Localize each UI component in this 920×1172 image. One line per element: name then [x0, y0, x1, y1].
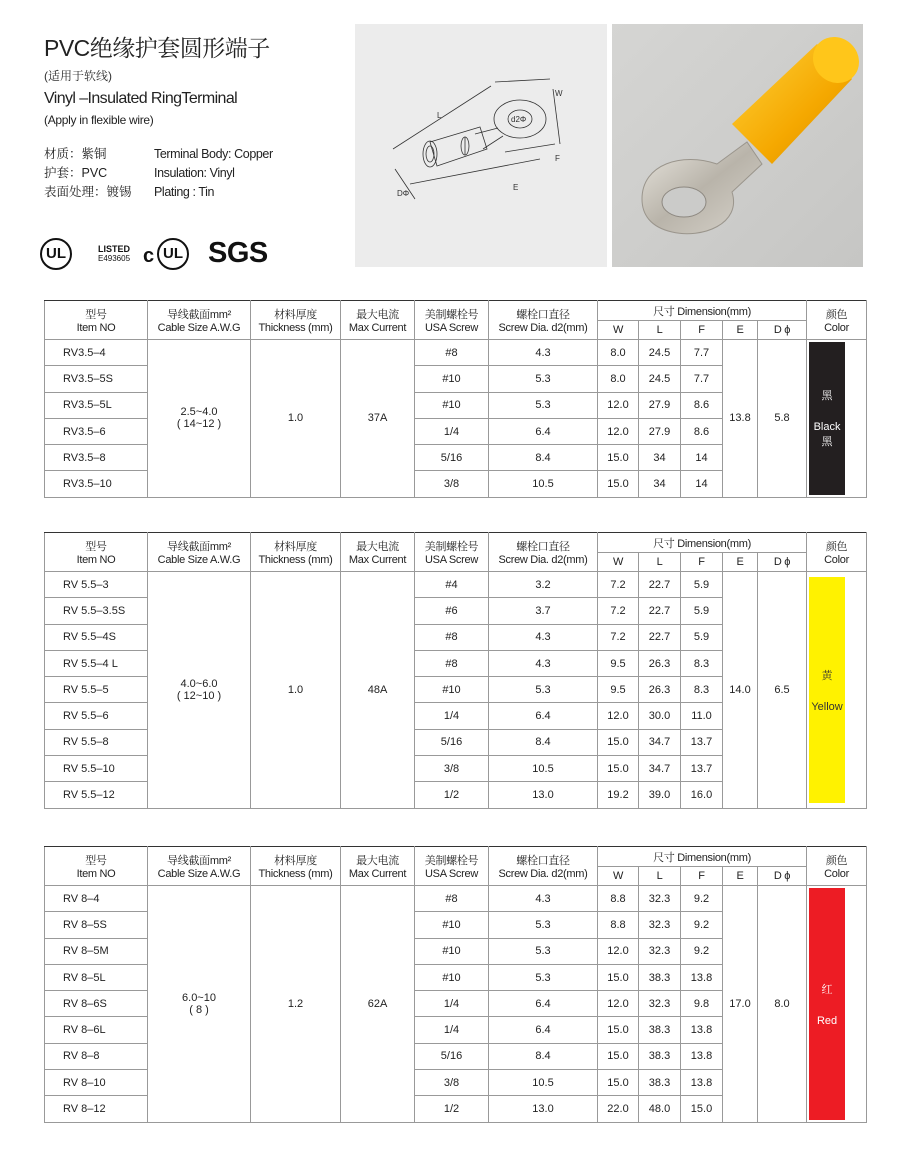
- header-cable: 导线截面mm² Cable Size A.W.G: [148, 533, 251, 572]
- cell-w: 7.2: [598, 572, 639, 598]
- header-l: L: [639, 867, 681, 886]
- cell-f: 5.9: [681, 598, 723, 624]
- header-screw: 美制螺栓号 USA Screw: [415, 533, 489, 572]
- header-f: F: [681, 553, 723, 572]
- header-dia: 螺栓口直径 Screw Dia. d2(mm): [489, 301, 598, 340]
- cell-screw: #10: [415, 964, 489, 990]
- title-en: Vinyl –Insulated RingTerminal: [44, 90, 238, 107]
- header-f: F: [681, 867, 723, 886]
- label-l: L: [437, 111, 442, 120]
- cell-dia: 6.4: [489, 991, 598, 1017]
- header-row: [45, 301, 867, 321]
- cell-model: RV 5.5–3.5S: [45, 598, 148, 624]
- cell-dia: 10.5: [489, 756, 598, 782]
- header-w: W: [598, 553, 639, 572]
- header-dimension: 尺寸 Dimension(mm): [598, 847, 807, 867]
- cell-dia: 8.4: [489, 729, 598, 755]
- header-screw: 美制螺栓号 USA Screw: [415, 847, 489, 886]
- cell-l: 39.0: [639, 782, 681, 808]
- spec-cn: 表面处理：镀锡: [44, 185, 132, 199]
- cell-w: 15.0: [598, 445, 639, 471]
- header-current: 最大电流 Max Current: [341, 847, 415, 886]
- certification-logos: [40, 234, 320, 274]
- cell-model: RV 8–10: [45, 1070, 148, 1096]
- cell-dia: 5.3: [489, 677, 598, 703]
- spec-table-rv35: [44, 300, 867, 498]
- cell-l: 26.3: [639, 677, 681, 703]
- cell-f: 5.9: [681, 624, 723, 650]
- header-dia: 螺栓口直径 Screw Dia. d2(mm): [489, 533, 598, 572]
- cell-dia: 6.4: [489, 1017, 598, 1043]
- cell-screw: 5/16: [415, 445, 489, 471]
- cell-f: 13.7: [681, 729, 723, 755]
- cell-w: 8.0: [598, 340, 639, 366]
- cell-model: RV3.5–5L: [45, 392, 148, 418]
- header-model: 型号 Item NO: [45, 533, 148, 572]
- header-row: [45, 847, 867, 867]
- cell-f: 11.0: [681, 703, 723, 729]
- cell-l: 38.3: [639, 1043, 681, 1069]
- spec-row: [44, 145, 344, 164]
- cell-color: [807, 572, 867, 809]
- cell-w: 15.0: [598, 471, 639, 497]
- cell-w: 15.0: [598, 756, 639, 782]
- cell-l: 26.3: [639, 650, 681, 676]
- cell-screw: #10: [415, 366, 489, 392]
- header-d: D ϕ: [758, 867, 807, 886]
- cell-w: 8.8: [598, 912, 639, 938]
- cell-model: RV3.5–6: [45, 418, 148, 444]
- cell-current: 37A: [341, 340, 415, 498]
- cell-l: 27.9: [639, 392, 681, 418]
- product-header: [44, 30, 344, 202]
- ul-logo: UL: [40, 238, 72, 270]
- cell-w: 19.2: [598, 782, 639, 808]
- cell-f: 8.6: [681, 418, 723, 444]
- cell-l: 22.7: [639, 598, 681, 624]
- cell-w: 7.2: [598, 598, 639, 624]
- header-thickness: 材料厚度 Thickness (mm): [251, 301, 341, 340]
- cell-f: 8.3: [681, 677, 723, 703]
- color-swatch-red: [809, 888, 845, 1120]
- ring-terminal-photo: [612, 24, 863, 267]
- cell-screw: #6: [415, 598, 489, 624]
- header-d: D ϕ: [758, 321, 807, 340]
- listed-text: LISTED: [98, 244, 131, 254]
- cell-f: 7.7: [681, 366, 723, 392]
- header-color: 颜色 Color: [807, 533, 867, 572]
- cell-screw: 3/8: [415, 471, 489, 497]
- cell-screw: #8: [415, 340, 489, 366]
- cell-l: 34: [639, 445, 681, 471]
- spec-row: [44, 183, 344, 202]
- cell-model: RV3.5–4: [45, 340, 148, 366]
- header-l: L: [639, 553, 681, 572]
- cell-f: 8.3: [681, 650, 723, 676]
- header-dimension: 尺寸 Dimension(mm): [598, 533, 807, 553]
- header-screw: 美制螺栓号 USA Screw: [415, 301, 489, 340]
- header-l: L: [639, 321, 681, 340]
- cell-dia: 5.3: [489, 366, 598, 392]
- header-row: [45, 533, 867, 553]
- cell-screw: 1/4: [415, 418, 489, 444]
- spec-table-rv8: [44, 846, 867, 1123]
- cell-w: 15.0: [598, 1017, 639, 1043]
- color-name-en: Red: [816, 1014, 838, 1027]
- cell-model: RV 5.5–10: [45, 756, 148, 782]
- cell-dia: 4.3: [489, 624, 598, 650]
- cell-l: 34.7: [639, 729, 681, 755]
- cell-f: 7.7: [681, 340, 723, 366]
- table-row: [45, 886, 867, 912]
- header-model: 型号 Item NO: [45, 301, 148, 340]
- cell-dia: 3.2: [489, 572, 598, 598]
- cell-f: 9.2: [681, 886, 723, 912]
- cell-e: 17.0: [723, 886, 758, 1123]
- cell-f: 5.9: [681, 572, 723, 598]
- spec-en: Plating : Tin: [154, 185, 215, 199]
- cell-w: 9.5: [598, 677, 639, 703]
- cell-model: RV 8–5M: [45, 938, 148, 964]
- cell-dia: 5.3: [489, 912, 598, 938]
- cell-model: RV 8–6L: [45, 1017, 148, 1043]
- cell-f: 16.0: [681, 782, 723, 808]
- cell-screw: 1/4: [415, 991, 489, 1017]
- cell-l: 22.7: [639, 624, 681, 650]
- cell-dia: 10.5: [489, 1070, 598, 1096]
- cell-dia: 13.0: [489, 782, 598, 808]
- cell-thickness: 1.0: [251, 340, 341, 498]
- cell-l: 32.3: [639, 991, 681, 1017]
- cell-l: 38.3: [639, 1070, 681, 1096]
- cell-model: RV 8–4: [45, 886, 148, 912]
- material-specs: [44, 145, 344, 202]
- cell-f: 9.8: [681, 991, 723, 1017]
- cell-l: 32.3: [639, 912, 681, 938]
- cell-dia: 4.3: [489, 650, 598, 676]
- cell-screw: 1/4: [415, 703, 489, 729]
- spec-cn: 材质：紫铜: [44, 147, 107, 161]
- label-w: W: [555, 89, 563, 98]
- cell-dia: 4.3: [489, 340, 598, 366]
- cell-f: 13.8: [681, 1017, 723, 1043]
- cell-w: 8.0: [598, 366, 639, 392]
- cell-dia: 5.3: [489, 938, 598, 964]
- cell-w: 15.0: [598, 729, 639, 755]
- label-d2: d2Φ: [511, 115, 527, 124]
- cell-f: 13.8: [681, 1070, 723, 1096]
- color-swatch-yellow: [809, 577, 845, 803]
- cell-f: 13.8: [681, 1043, 723, 1069]
- cell-dia: 10.5: [489, 471, 598, 497]
- cell-w: 15.0: [598, 964, 639, 990]
- cell-dia: 4.3: [489, 886, 598, 912]
- cell-l: 38.3: [639, 964, 681, 990]
- cell-screw: 5/16: [415, 729, 489, 755]
- technical-drawing: [355, 24, 607, 267]
- cell-screw: 3/8: [415, 756, 489, 782]
- spec-cn: 护套：PVC: [44, 166, 108, 180]
- header-cable: 导线截面mm² Cable Size A.W.G: [148, 847, 251, 886]
- cell-model: RV 8–5S: [45, 912, 148, 938]
- header-e: E: [723, 553, 758, 572]
- table-row: [45, 572, 867, 598]
- cell-screw: #4: [415, 572, 489, 598]
- cell-model: RV3.5–5S: [45, 366, 148, 392]
- cell-dia: 13.0: [489, 1096, 598, 1122]
- cell-model: RV 8–12: [45, 1096, 148, 1122]
- product-photo: [612, 24, 863, 267]
- cell-f: 9.2: [681, 938, 723, 964]
- cell-model: RV 5.5–8: [45, 729, 148, 755]
- color-name-cn: 黄: [821, 669, 833, 682]
- header-f: F: [681, 321, 723, 340]
- cell-screw: 1/2: [415, 1096, 489, 1122]
- cell-screw: #8: [415, 886, 489, 912]
- cell-model: RV 5.5–12: [45, 782, 148, 808]
- cell-model: RV 5.5–4S: [45, 624, 148, 650]
- header-e: E: [723, 867, 758, 886]
- cell-current: 62A: [341, 886, 415, 1123]
- cell-f: 15.0: [681, 1096, 723, 1122]
- label-d: DΦ: [397, 189, 410, 198]
- cell-e: 13.8: [723, 340, 758, 498]
- header-current: 最大电流 Max Current: [341, 533, 415, 572]
- cell-screw: #8: [415, 650, 489, 676]
- cell-l: 30.0: [639, 703, 681, 729]
- cell-l: 34: [639, 471, 681, 497]
- cell-dia: 6.4: [489, 418, 598, 444]
- ul-file-number: E493605: [98, 254, 131, 263]
- cell-w: 12.0: [598, 938, 639, 964]
- cell-thickness: 1.2: [251, 886, 341, 1123]
- cell-cable: 6.0~10 ( 8 ): [148, 886, 251, 1123]
- cell-model: RV 5.5–5: [45, 677, 148, 703]
- cell-l: 32.3: [639, 938, 681, 964]
- cell-d: 6.5: [758, 572, 807, 809]
- sgs-logo: SGS: [208, 237, 268, 269]
- cell-color: [807, 886, 867, 1123]
- cell-screw: 3/8: [415, 1070, 489, 1096]
- cell-w: 12.0: [598, 703, 639, 729]
- cell-w: 12.0: [598, 418, 639, 444]
- cell-screw: #10: [415, 677, 489, 703]
- header-w: W: [598, 321, 639, 340]
- cell-screw: #10: [415, 912, 489, 938]
- cell-w: 15.0: [598, 1070, 639, 1096]
- cell-f: 14: [681, 445, 723, 471]
- terminal-drawing-svg: [355, 24, 607, 267]
- cell-l: 32.3: [639, 886, 681, 912]
- header-cable: 导线截面mm² Cable Size A.W.G: [148, 301, 251, 340]
- cell-f: 14: [681, 471, 723, 497]
- cell-model: RV 5.5–3: [45, 572, 148, 598]
- cell-dia: 3.7: [489, 598, 598, 624]
- cell-f: 13.8: [681, 964, 723, 990]
- cell-dia: 5.3: [489, 392, 598, 418]
- cell-w: 22.0: [598, 1096, 639, 1122]
- cell-f: 13.7: [681, 756, 723, 782]
- cell-e: 14.0: [723, 572, 758, 809]
- ul-listed-mark: [98, 245, 130, 263]
- cul-logo: UL: [157, 238, 189, 270]
- cell-d: 8.0: [758, 886, 807, 1123]
- cell-model: RV 8–8: [45, 1043, 148, 1069]
- cell-current: 48A: [341, 572, 415, 809]
- cell-w: 12.0: [598, 991, 639, 1017]
- color-name-cn: 红: [821, 983, 833, 996]
- cell-w: 15.0: [598, 1043, 639, 1069]
- cell-w: 7.2: [598, 624, 639, 650]
- cell-model: RV3.5–10: [45, 471, 148, 497]
- cell-l: 48.0: [639, 1096, 681, 1122]
- label-f: F: [555, 154, 560, 163]
- cell-w: 9.5: [598, 650, 639, 676]
- cell-l: 24.5: [639, 366, 681, 392]
- cell-dia: 6.4: [489, 703, 598, 729]
- title-cn: PVC绝缘护套圆形端子: [44, 35, 270, 61]
- spec-en: Insulation: Vinyl: [154, 166, 235, 180]
- cell-l: 27.9: [639, 418, 681, 444]
- header-w: W: [598, 867, 639, 886]
- cell-screw: #10: [415, 938, 489, 964]
- cell-model: RV 5.5–6: [45, 703, 148, 729]
- table-row: [45, 340, 867, 366]
- spec-en: Terminal Body: Copper: [154, 147, 273, 161]
- header-color: 颜色 Color: [807, 847, 867, 886]
- color-name-cn: 黑: [821, 390, 833, 403]
- canada-mark: c: [143, 245, 155, 267]
- cell-screw: #8: [415, 624, 489, 650]
- header-d: D ϕ: [758, 553, 807, 572]
- cell-f: 8.6: [681, 392, 723, 418]
- spec-table-rv55: [44, 532, 867, 809]
- header-current: 最大电流 Max Current: [341, 301, 415, 340]
- cell-dia: 8.4: [489, 445, 598, 471]
- cell-model: RV 8–6S: [45, 991, 148, 1017]
- cell-l: 34.7: [639, 756, 681, 782]
- cell-model: RV 8–5L: [45, 964, 148, 990]
- header-color: 颜色 Color: [807, 301, 867, 340]
- cell-color: [807, 340, 867, 498]
- cell-f: 9.2: [681, 912, 723, 938]
- header-thickness: 材料厚度 Thickness (mm): [251, 847, 341, 886]
- cell-model: RV3.5–8: [45, 445, 148, 471]
- cell-cable: 2.5~4.0 ( 14~12 ): [148, 340, 251, 498]
- color-name-en: Yellow: [811, 700, 843, 713]
- cell-dia: 5.3: [489, 964, 598, 990]
- header-dimension: 尺寸 Dimension(mm): [598, 301, 807, 321]
- spec-row: [44, 164, 344, 183]
- label-e: E: [513, 183, 519, 192]
- cell-l: 24.5: [639, 340, 681, 366]
- cell-l: 38.3: [639, 1017, 681, 1043]
- color-swatch-black: [809, 342, 845, 495]
- header-e: E: [723, 321, 758, 340]
- color-name-en: Black黑: [813, 421, 841, 449]
- header-thickness: 材料厚度 Thickness (mm): [251, 533, 341, 572]
- cell-w: 12.0: [598, 392, 639, 418]
- cell-w: 8.8: [598, 886, 639, 912]
- cell-d: 5.8: [758, 340, 807, 498]
- header-dia: 螺栓口直径 Screw Dia. d2(mm): [489, 847, 598, 886]
- cell-thickness: 1.0: [251, 572, 341, 809]
- cell-screw: 1/4: [415, 1017, 489, 1043]
- subtitle-en: (Apply in flexible wire): [44, 113, 154, 127]
- cell-screw: 1/2: [415, 782, 489, 808]
- cell-model: RV 5.5–4 L: [45, 650, 148, 676]
- cell-screw: #10: [415, 392, 489, 418]
- cell-screw: 5/16: [415, 1043, 489, 1069]
- header-model: 型号 Item NO: [45, 847, 148, 886]
- cell-cable: 4.0~6.0 ( 12~10 ): [148, 572, 251, 809]
- cell-l: 22.7: [639, 572, 681, 598]
- cell-dia: 8.4: [489, 1043, 598, 1069]
- subtitle-cn: (适用于软线): [44, 69, 112, 83]
